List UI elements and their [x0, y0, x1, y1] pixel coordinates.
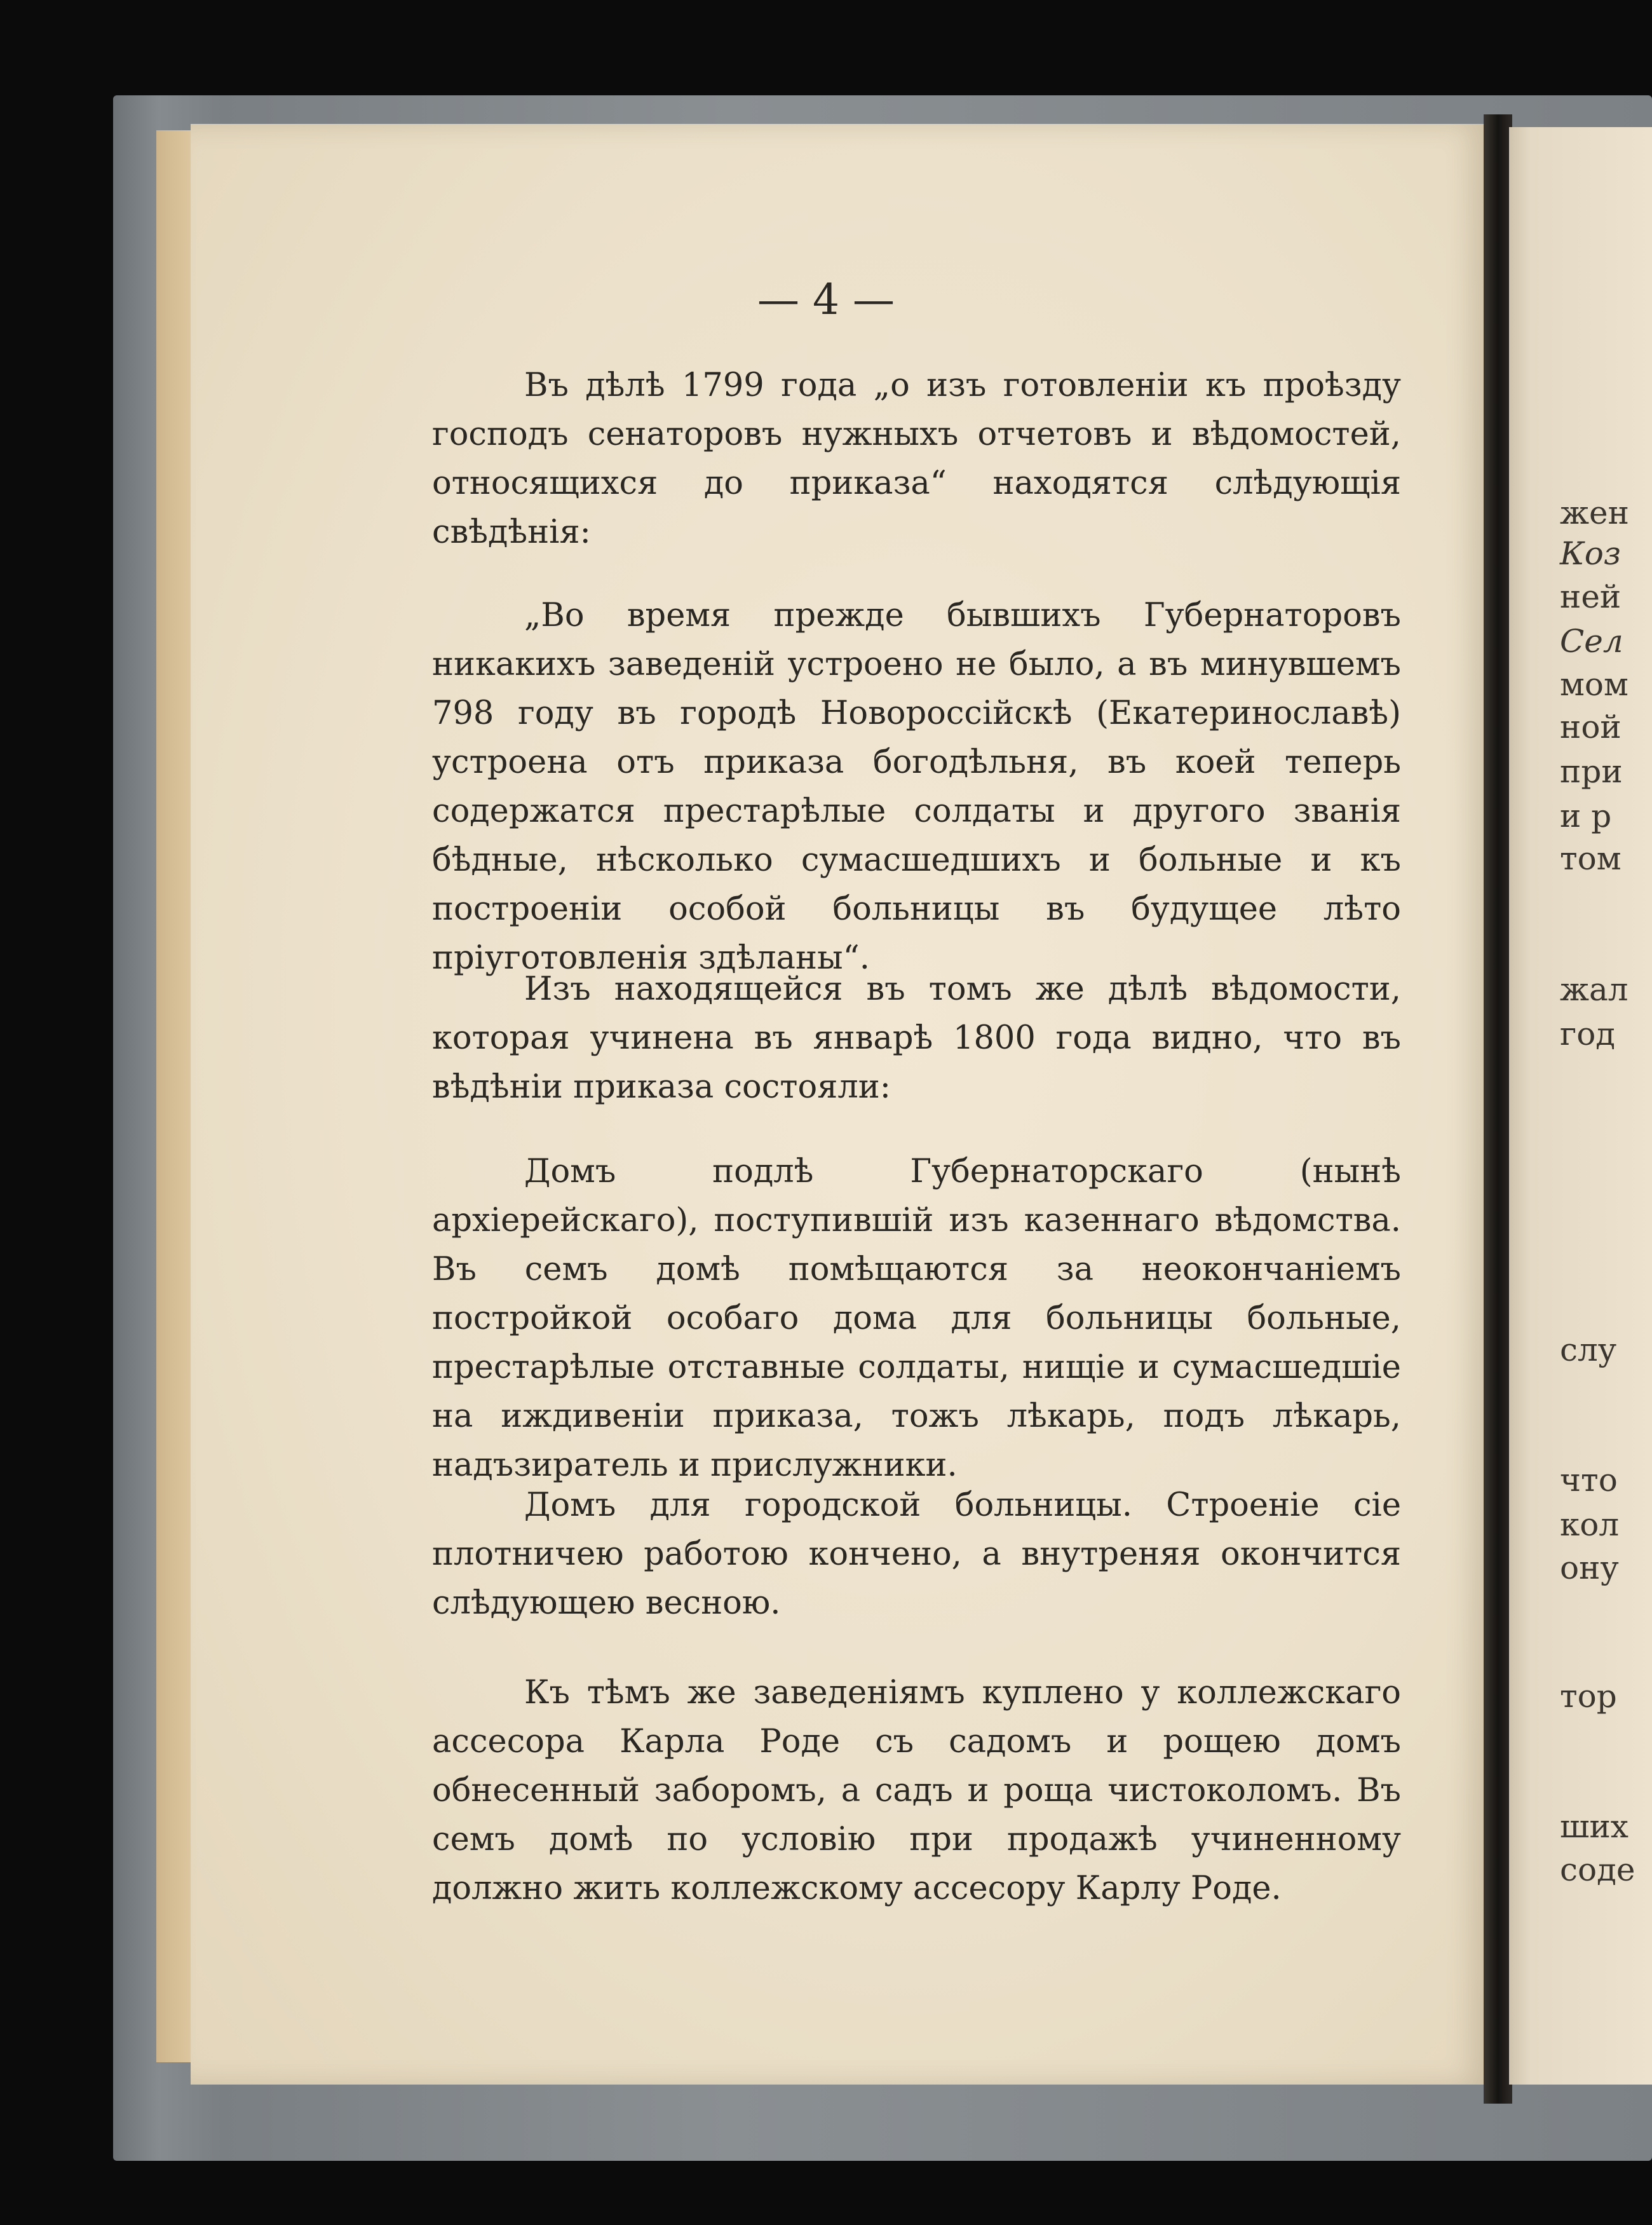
- right-page-fragment: мом: [1560, 666, 1628, 703]
- paragraph: Въ дѣлѣ 1799 года „о изъ готовленіи къ проѣзду господъ сенаторовъ нужныхъ отчетовъ и вѣдомостей, относящихся до приказа“ находятся слѣдующія свѣдѣнія:: [432, 367, 1401, 551]
- right-page-fragment: Коз: [1560, 535, 1622, 572]
- right-page-fragment: год: [1560, 1016, 1616, 1052]
- right-page-fragment: при: [1560, 753, 1623, 790]
- right-page-fragment: что: [1560, 1462, 1618, 1499]
- right-page-fragment: соде: [1560, 1851, 1635, 1888]
- right-page-fragment: жал: [1560, 971, 1628, 1008]
- right-page-fragment: Сел: [1560, 623, 1623, 660]
- right-page-fragment: ону: [1560, 1549, 1619, 1586]
- right-page-fragment: ней: [1560, 578, 1622, 615]
- right-page-fragment: и р: [1560, 798, 1612, 834]
- right-page-fragment: ной: [1560, 709, 1622, 745]
- right-page-fragment: том: [1560, 840, 1622, 877]
- right-page: [1509, 127, 1652, 2085]
- right-page-fragment: жен: [1560, 494, 1629, 531]
- paragraph: Домъ подлѣ Губернаторскаго (нынѣ архіерейскаго), поступившій изъ казеннаго вѣдомства. Въ семъ домѣ помѣщаются за неокончаніемъ постройкой особаго дома для больницы больные, престарѣлые отставные солдаты, нищіе и сумасшедшіе на иждивеніи приказа, тожъ лѣкарь, подъ лѣкарь, надъзиратель и прислужники.: [432, 1153, 1401, 1484]
- book-gutter: [1484, 114, 1512, 2104]
- paragraph: Изъ находящейся въ томъ же дѣлѣ вѣдомости, которая учинена въ январѣ 1800 года видно, что въ вѣдѣніи приказа состояли:: [432, 970, 1401, 1106]
- right-page-fragment: ших: [1560, 1808, 1629, 1845]
- paragraph: Домъ для городской больницы. Строеніе сіе плотничею работою кончено, а внутреняя окончится слѣдующею весною.: [432, 1487, 1401, 1622]
- right-page-fragment: кол: [1560, 1506, 1620, 1543]
- right-page-fragment: тор: [1560, 1678, 1617, 1715]
- page-number: — 4 —: [757, 275, 895, 324]
- right-page-fragment: слу: [1560, 1331, 1617, 1368]
- paragraph-quote: „Во время прежде бывшихъ Губернаторовъ никакихъ заведеній устроено не было, а въ минувшемъ 798 году въ городѣ Новороссійскѣ (Екатеринославѣ) устроена отъ приказа богодѣльня, въ коей теперь содержатся престарѣлые солдаты и другого званія бѣдные, нѣсколько сумасшедшихъ и больные и къ построеніи особой больницы въ будущее лѣто пріуготовленія здѣланы“.: [432, 597, 1401, 977]
- paragraph: Къ тѣмъ же заведеніямъ куплено у коллежскаго ассесора Карла Роде съ садомъ и рощею домъ обнесенный заборомъ, а садъ и роща чистоколомъ. Въ семъ домѣ по условію при продажѣ учиненному должно жить коллежскому ассесору Карлу Роде.: [432, 1674, 1401, 1907]
